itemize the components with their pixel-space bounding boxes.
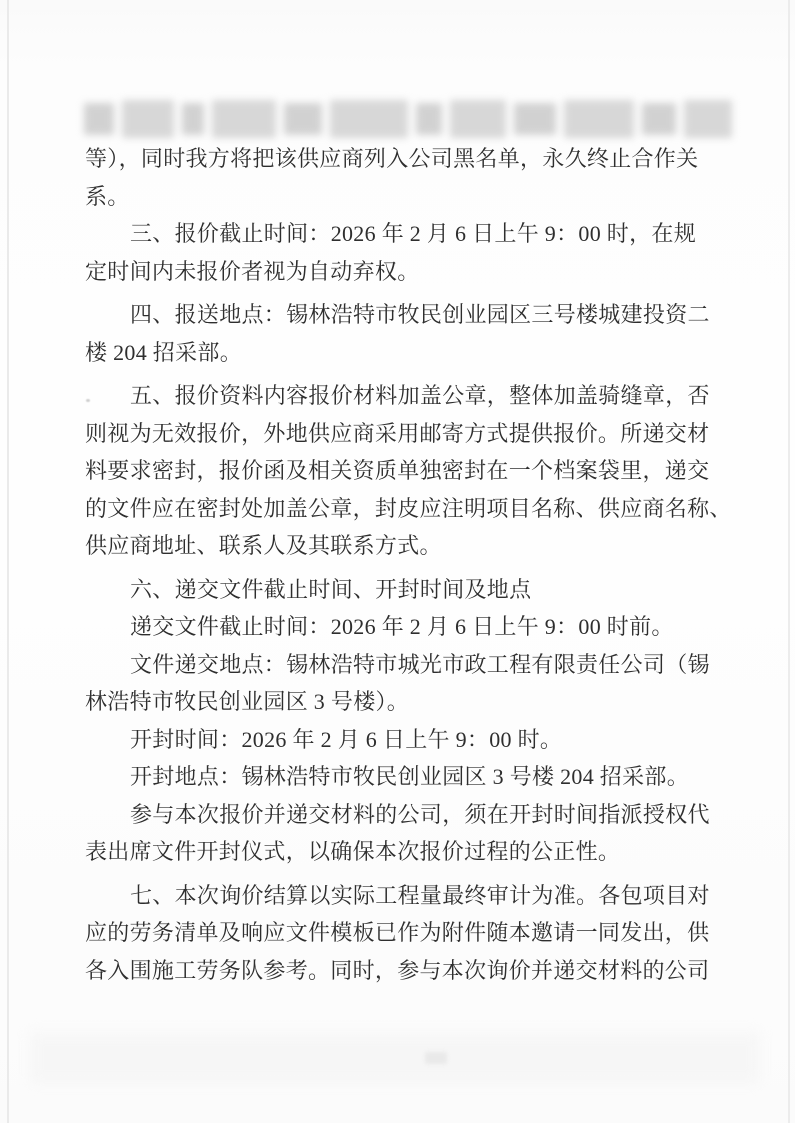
text-line: 参与本次报价并递交材料的公司，须在开封时间指派授权代 bbox=[130, 801, 710, 827]
paragraph bbox=[85, 758, 715, 796]
paragraph bbox=[85, 877, 715, 990]
scan-speck bbox=[86, 399, 90, 402]
paragraph bbox=[85, 296, 715, 371]
paragraph bbox=[85, 377, 732, 565]
text-line: 等），同时我方将把该供应商列入公司黑名单，永久终止合作关 bbox=[85, 146, 699, 171]
paragraph bbox=[85, 140, 715, 215]
text-line: 的文件应在密封处加盖公章，封皮应注明项目名称、供应商名称、 bbox=[85, 495, 732, 521]
text-line: 四、报送地点：锡林浩特市牧民创业园区三号楼城建投资二 bbox=[130, 302, 710, 327]
text-line: 林浩特市牧民创业园区 3 号楼）。 bbox=[85, 689, 410, 714]
document-body bbox=[85, 140, 732, 989]
bottom-scan-shading bbox=[30, 1032, 760, 1084]
text-line: 递交文件截止时间：2026 年 2 月 6 日上午 9：00 时前。 bbox=[130, 614, 674, 639]
text-line: 六、递交文件截止时间、开封时间及地点 bbox=[130, 576, 532, 602]
paragraph bbox=[85, 646, 715, 721]
text-line: 供应商地址、联系人及其联系方式。 bbox=[85, 533, 442, 558]
paragraph bbox=[85, 796, 715, 871]
ink-bleed-through-band bbox=[84, 96, 744, 142]
text-line: 楼 204 招采部。 bbox=[85, 339, 243, 365]
text-line: 系。 bbox=[85, 183, 130, 209]
text-line: 料要求密封，报价函及相关资质单独密封在一个档案袋里，递交 bbox=[85, 458, 710, 483]
text-line: 表出席文件开封仪式，以确保本次报价过程的公正性。 bbox=[85, 839, 621, 864]
paragraph bbox=[85, 571, 715, 609]
text-line: 应的劳务清单及响应文件模板已作为附件随本邀请一同发出，供 bbox=[85, 920, 710, 945]
page-right-edge-shadow bbox=[788, 0, 790, 1123]
paragraph bbox=[85, 215, 715, 290]
text-line: 开封时间：2026 年 2 月 6 日上午 9：00 时。 bbox=[130, 726, 563, 752]
text-line: 三、报价截止时间：2026 年 2 月 6 日上午 9：00 时，在规 bbox=[130, 221, 697, 246]
text-line: 各入围施工劳务队参考。同时，参与本次询价并递交材料的公司 bbox=[85, 957, 710, 983]
text-line: 五、报价资料内容报价材料加盖公章，整体加盖骑缝章，否 bbox=[130, 383, 710, 408]
text-line: 定时间内未报价者视为自动弃权。 bbox=[85, 258, 420, 284]
page-number-smudge bbox=[425, 1052, 447, 1064]
text-line: 则视为无效报价，外地供应商采用邮寄方式提供报价。所递交材 bbox=[85, 420, 710, 446]
paragraph bbox=[85, 608, 715, 646]
paragraph bbox=[85, 721, 715, 759]
page-left-edge-shadow bbox=[7, 0, 9, 1123]
text-line: 文件递交地点：锡林浩特市城光市政工程有限责任公司（锡 bbox=[130, 651, 710, 677]
text-line: 七、本次询价结算以实际工程量最终审计为准。各包项目对 bbox=[130, 882, 710, 908]
text-line: 开封地点：锡林浩特市牧民创业园区 3 号楼 204 招采部。 bbox=[130, 764, 690, 789]
